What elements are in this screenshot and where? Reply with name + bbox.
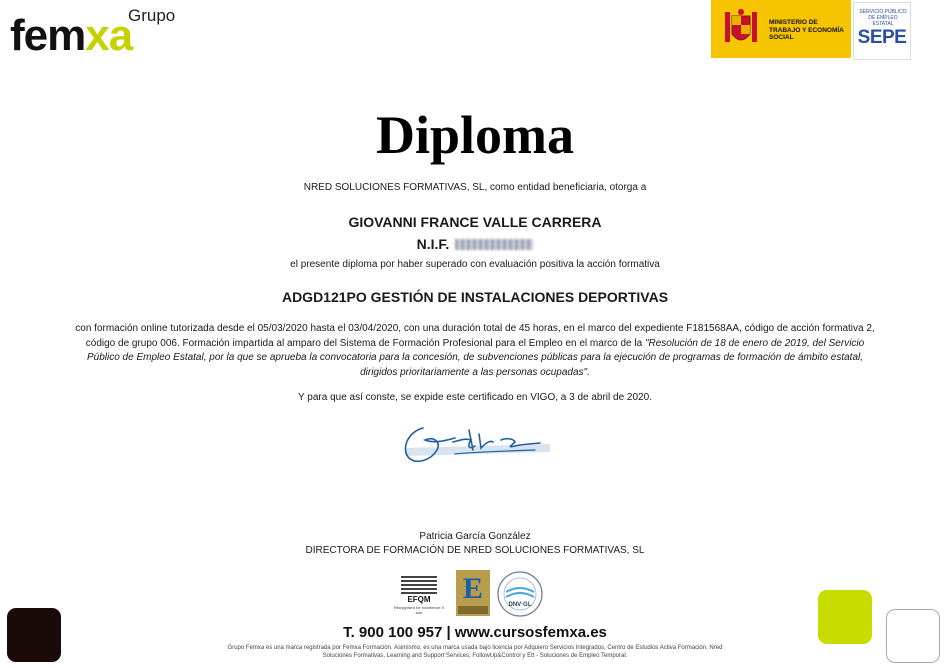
e-seal-foot [458,606,488,614]
lime-corner-square [818,590,872,644]
dark-corner-square [7,608,61,662]
efqm-stripes-icon [401,576,437,594]
nif-label: N.I.F. [416,236,450,252]
femxa-logo [10,6,195,58]
sepe-logo [853,2,911,60]
nif-row [0,236,950,252]
signer-role: DIRECTORA DE FORMACIÓN DE NRED SOLUCIONES FORMATIVAS, SL [305,545,645,556]
grantor-line: NRED SOLUCIONES FORMATIVAS, SL, como entidad beneficiaria, otorga a [303,182,647,193]
nif-redacted-value [455,239,533,250]
white-corner-square [886,609,940,663]
efqm-sub-label: Recognised for excellence 5 star [393,605,445,615]
e-seal-letter: E [462,572,483,605]
efqm-seal [393,574,445,614]
sepe-small-text: SERVICIO PÚBLICO DE EMPLEO ESTATAL [859,9,907,27]
legal-notice: Grupo Femxa es una marca registrada por Femxa Formación. Asimismo, es una marca usada bajo licencia por Adquiero Servicios Integrados, Centro de Estudios Activa Formación, Nred Soluciones Formativas, Learning and Support Services, FollowUp&Control y Ett - Soluciones de Empleo Temporal. [227,645,723,659]
course-details [72,322,878,380]
logo-grupo-text: Grupo [128,6,176,25]
ministry-logo [711,0,851,58]
coat-of-arms-icon [721,8,761,50]
sepe-name: SEPE [857,27,907,48]
efqm-label: EFQM [407,595,431,604]
contact-line: T. 900 100 957 | www.cursosfemxa.es [343,624,607,641]
reason-line: el presente diploma por haber superado con evaluación positiva la acción formativa [290,259,660,270]
course-title: ADGD121PO GESTIÓN DE INSTALACIONES DEPORTIVAS [281,289,669,305]
dnv-seal-icon [496,570,544,618]
ministry-text: MINISTERIO DE TRABAJO Y ECONOMÍA SOCIAL [769,19,844,41]
issue-line: Y para que así conste, se expide este certificado en VIGO, a 3 de abril de 2020. [298,392,652,403]
diploma-title: Diploma [375,105,575,165]
recipient-name: GIOVANNI FRANCE VALLE CARRERA [348,214,602,230]
dnv-label: DNV·GL [508,602,532,608]
handwritten-signature [395,410,560,480]
logo-main-text: femxa [10,11,133,60]
course-details-text: con formación online tutorizada desde el 05/03/2020 hasta el 03/04/2020, con una duración total de 45 horas, en el marco del expediente F181568AA, código de acción formativa 2, código de grupo 006. Formación impartida al amparo del Sistema de Formación Profesional para el Empleo en el marco de la [75,323,875,349]
signer-name: Patricia García González [419,531,531,542]
course-details-resolution: "Resolución de 18 de enero de 2019, del Servicio Público de Empleo Estatal, por la que se aprueba la convocatoria para la concesión, de subvenciones públicas para la ejecución de programas de formación de ámbito estatal, dirigidos prioritariamente a las personas ocupadas". [86,337,865,378]
e-quality-seal [456,570,490,616]
